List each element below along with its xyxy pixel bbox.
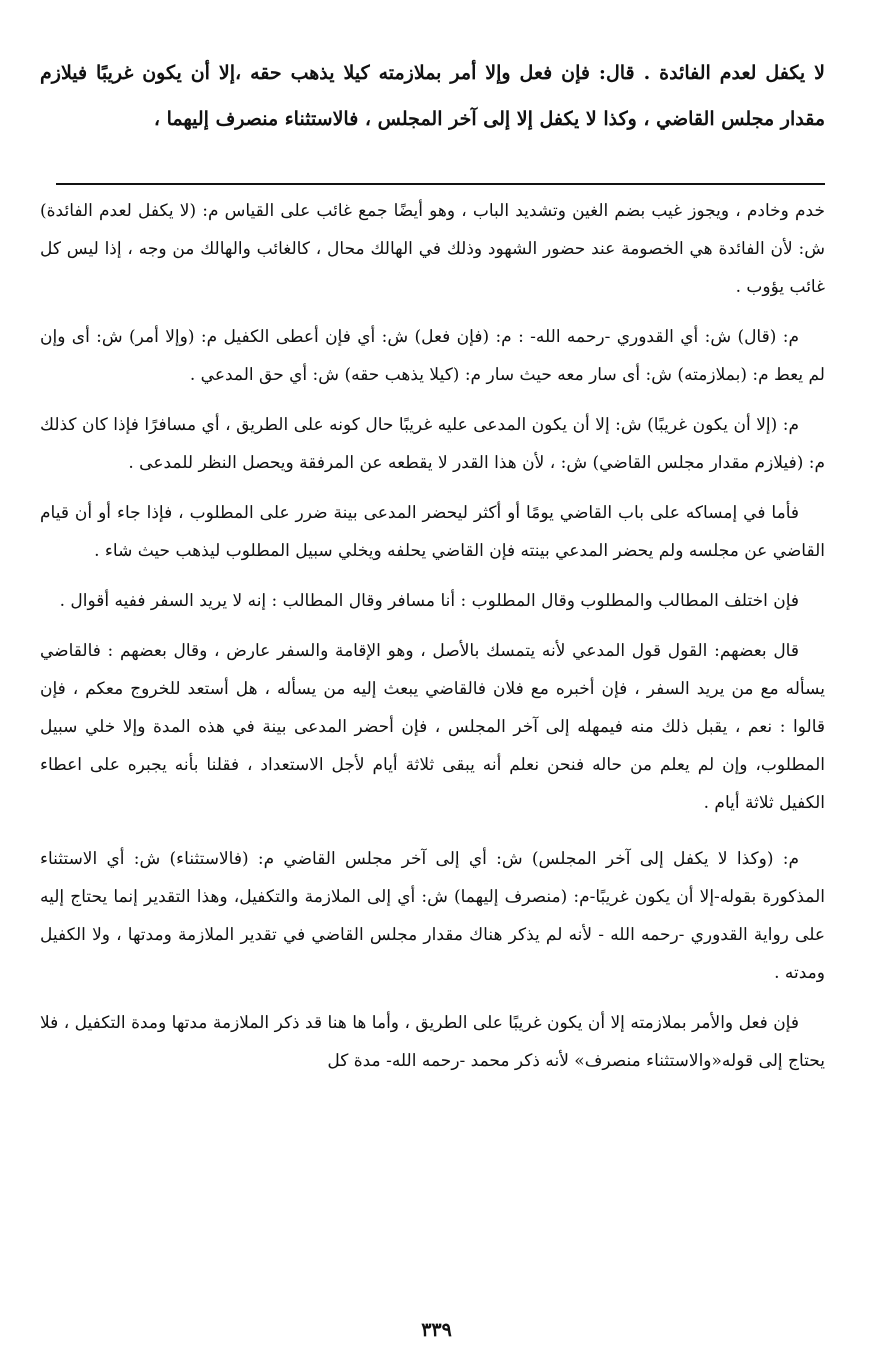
page-number: ٣٣٩ [421, 1319, 452, 1341]
commentary-paragraph: فإن فعل والأمر بملازمته إلا أن يكون غريبًا على الطريق ، وأما ها هنا قد ذكر الملازمة مدتها ومدة التكفيل ، فلا يحتاج إلى قوله«والاستثناء منصرف» لأنه ذكر محمد -رحمه الله- مدة كل [40, 1013, 825, 1071]
commentary-paragraph: م: (وكذا لا يكفل إلى آخر المجلس) ش: أي إلى آخر مجلس القاضي م: (فالاستثناء) ش: أي الاستثناء المذكورة بقوله-إلا أن يكون غريبًا-م: (منصرف إليهما) ش: أي إلى الملازمة والتكفيل، وهذا التقدير إنما يحتاج إليه على رواية القدوري -رحمه الله - لأنه لم يذكر هناك مقدار مجلس القاضي في تقدير الملازمة ومدتها ، ولا الكفيل ومدته . [40, 849, 825, 983]
commentary-paragraph: فأما في إمساكه على باب القاضي يومًا أو أكثر ليحضر المدعى بينة ضرر على المطلوب ، فإذا جاء أو أن قيام القاضي عن مجلسه ولم يحضر المدعي بينته فإن القاضي يحلفه ويخلي سبيل المطلوب ليذهب حيث شاء . [40, 503, 825, 561]
commentary-paragraph: م: (قال) ش: أي القدوري -رحمه الله- : م: (فإن فعل) ش: أي فإن أعطى الكفيل م: (وإلا أمر) ش: أى وإن لم يعط م: (بملازمته) ش: أى سار معه حيث سار م: (كيلا يذهب حقه) ش: أي حق المدعي . [40, 327, 825, 385]
main-text: لا يكفل لعدم الفائدة . قال: فإن فعل وإلا أمر بملازمته كيلا يذهب حقه ،إلا أن يكون غريبًا فيلازم مقدار مجلس القاضي ، وكذا لا يكفل إلا إلى آخر المجلس ، فالاستثناء منصرف إليهما ، [40, 62, 825, 130]
commentary-paragraph: م: (إلا أن يكون غريبًا) ش: إلا أن يكون المدعى عليه غريبًا حال كونه على الطريق ، أي مسافرًا فإذا كان كذلك م: (فيلازم مقدار مجلس القاضي) ش: ، لأن هذا القدر لا يقطعه عن المرفقة ويحصل النظر للمدعى . [40, 415, 825, 473]
commentary-paragraph: فإن اختلف المطالب والمطلوب وقال المطلوب : أنا مسافر وقال المطالب : إنه لا يريد السفر ففيه أقوال . [59, 591, 799, 611]
commentary [40, 192, 825, 1092]
commentary-paragraph: قال بعضهم: القول قول المدعي لأنه يتمسك بالأصل ، وهو الإقامة والسفر عارض ، وقال بعضهم : فالقاضي يسأله مع من يريد السفر ، فإن أخبره مع فلان فالقاضي يبعث إليه من يسأله ، هل أستعد للخروج معكم ، فإن قالوا : نعم ، يقبل ذلك منه فيمهله إلى آخر المجلس ، فإن أحضر المدعى بينة في هذه المدة وإلا خلي سبيل المطلوب، وإن لم يعلم من حاله فنحن نعلم أنه يبقى ثلاثة أيام لأجل الاستعداد ، فقلنا بأنه يجبره على اعطاء الكفيل ثلاثة أيام . [40, 641, 825, 813]
commentary-paragraph: خدم وخادم ، ويجوز غيب بضم الغين وتشديد الباب ، وهو أيضًا جمع غائب على القياس م: (لا يكفل لعدم الفائدة) ش: لأن الفائدة هي الخصومة عند حضور الشهود وذلك في الهالك محال ، كالغائب والهالك من وجه ، إذا ليس كل غائب يؤوب . [40, 201, 825, 297]
separator-rule [56, 183, 825, 185]
